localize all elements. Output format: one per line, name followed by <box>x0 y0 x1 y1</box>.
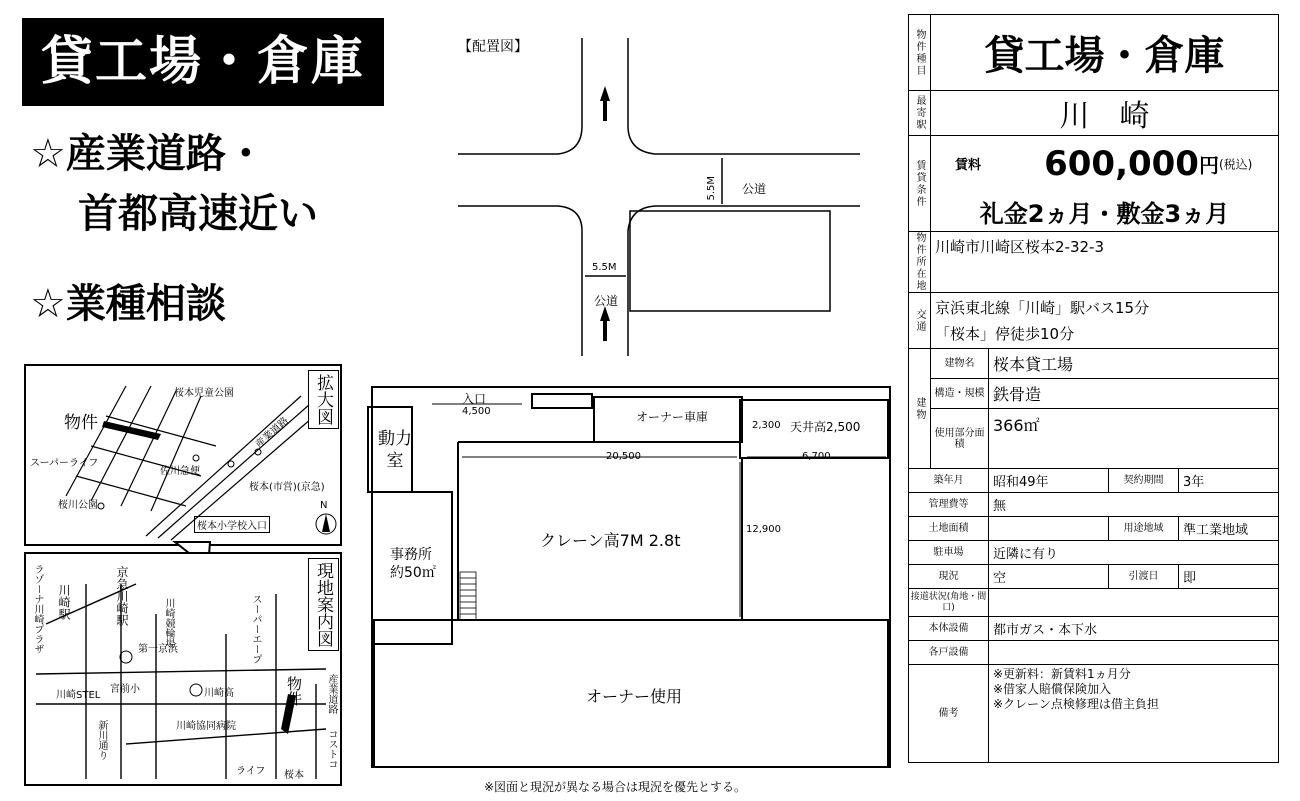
map-kawasaki-sta: 川崎駅 <box>57 584 71 620</box>
enlarged-map <box>24 364 342 546</box>
mgmt-label: 管理費等 <box>909 493 989 517</box>
row-parking <box>909 541 1279 565</box>
feature-line-2: 首都高速近い <box>78 191 318 237</box>
row-type <box>909 15 1279 91</box>
area-map <box>24 552 342 786</box>
struct-value: 鉄骨造 <box>989 379 1279 409</box>
map-shin: 新川通り <box>96 720 107 760</box>
entrance-label: 入口 <box>462 392 487 406</box>
deposit-value: 礼金2ヵ月・敷金3ヵ月 <box>931 192 1279 232</box>
office-area: 約50㎡ <box>390 565 436 581</box>
handover-value: 即 <box>1179 565 1279 589</box>
facility-label: 本体設備 <box>909 617 989 641</box>
type-label: 物件種目 <box>909 15 931 91</box>
row-conn <box>909 589 1279 617</box>
row-remarks <box>909 665 1279 763</box>
handover-label: 引渡日 <box>1109 565 1179 589</box>
feature-line-3: ☆業種相談 <box>30 281 226 327</box>
road-diagram <box>450 36 870 361</box>
map-park2: 桜川公園 <box>58 500 98 511</box>
bldg-name-label: 建物名 <box>931 349 989 379</box>
map-dai1: 第一京浜 <box>138 644 178 655</box>
map-super: スーパーエープ <box>250 594 261 664</box>
rent-unit: 円 <box>1198 153 1219 178</box>
struct-label: 構造・規模 <box>931 379 989 409</box>
rent-value: 600,000 <box>1044 143 1199 184</box>
ceiling-height: 天井高2,500 <box>790 420 861 434</box>
owner-garage: オーナー車庫 <box>636 410 709 424</box>
built-value: 昭和49年 <box>989 469 1109 493</box>
remark-1: ※更新料：新賃料1ヵ月分 <box>993 667 1131 681</box>
plan-note: ※図面と現況が異なる場合は現況を優先とする。 <box>484 780 747 794</box>
map-property-label: 物件 <box>64 413 98 433</box>
map-road-label: 産業道路 <box>253 415 291 451</box>
area-label: 使用部分面積 <box>931 409 989 469</box>
area-value: 366㎡ <box>989 409 1279 469</box>
property-info-table <box>908 14 1279 763</box>
parking-value: 近隣に有り <box>989 541 1279 565</box>
row-built <box>909 469 1279 493</box>
rent-label: 賃料 <box>955 158 982 174</box>
map-super: スーパーライフ <box>30 458 99 469</box>
map-sakuramoto: 桜本(市営)(京急) <box>249 482 325 493</box>
row-rent <box>909 136 1279 192</box>
address-value: 川崎市川崎区桜本2-32-3 <box>931 232 1279 293</box>
map-sangyo: 産業道路 <box>326 674 337 714</box>
row-access <box>909 293 1279 349</box>
area-map-roads <box>26 554 340 784</box>
zone-value: 準工業地域 <box>1179 517 1279 541</box>
contract-value: 3年 <box>1179 469 1279 493</box>
area-map-label: 現地案内図 <box>308 558 339 651</box>
dim-20500: 20,500 <box>606 451 641 462</box>
status-label: 現況 <box>909 565 989 589</box>
enlarged-map-label: 拡大図 <box>308 370 339 429</box>
map-miyamae: 宮前小 <box>110 684 140 695</box>
conn-label: 接道状況(角地・間口) <box>909 589 989 617</box>
remark-3: ※クレーン点検修理は借主負担 <box>993 697 1159 711</box>
row-facility <box>909 617 1279 641</box>
map-property-label: 物件 <box>285 676 303 706</box>
power-room: 動力室 <box>378 429 412 471</box>
row-bldg-name <box>909 349 1279 379</box>
map-kawako: 川崎高 <box>204 688 234 699</box>
map-kawasaki-st: 川崎STEL <box>56 690 101 701</box>
row-struct <box>909 379 1279 409</box>
public-road-1: 公道 <box>742 182 767 196</box>
bldg-label: 建物 <box>909 349 931 469</box>
row-area <box>909 409 1279 469</box>
north-icon: N <box>320 500 328 511</box>
zone-label: 用途地域 <box>1109 517 1179 541</box>
map-keikyu: 京急川崎駅 <box>115 566 129 626</box>
office-label: 事務所 <box>390 547 432 563</box>
remark-2: ※借家人賠償保険加入 <box>993 682 1112 696</box>
access-line-1: 京浜東北線「川崎」駅バス15分 <box>935 298 1150 317</box>
conn-value <box>989 589 1279 617</box>
headline: 貸工場・倉庫 <box>22 18 384 106</box>
dim-2300: 2,300 <box>752 420 781 431</box>
each-value <box>989 641 1279 665</box>
public-road-2: 公道 <box>594 294 619 308</box>
row-deposit <box>909 192 1279 232</box>
terms-label: 賃貸条件 <box>909 136 931 232</box>
access-label: 交通 <box>909 293 931 349</box>
row-status <box>909 565 1279 589</box>
address-label: 物件所在地 <box>909 232 931 293</box>
rent-tax: (税込) <box>1218 157 1253 172</box>
remarks-label: 備考 <box>909 665 989 763</box>
entrance-width: 4,500 <box>462 406 491 417</box>
row-each <box>909 641 1279 665</box>
station-label: 最寄駅 <box>909 91 931 136</box>
map-costco: コストコ <box>326 729 337 769</box>
row-station <box>909 91 1279 136</box>
layout-title: 【配置図】 <box>458 39 528 55</box>
status-value: 空 <box>989 565 1109 589</box>
road-width-1: 5.5M <box>706 176 717 201</box>
row-land <box>909 517 1279 541</box>
type-value: 貸工場・倉庫 <box>931 15 1279 91</box>
map-life: ライフ <box>236 766 266 777</box>
road-width-2: 5.5M <box>592 262 617 273</box>
map-hospital: 川崎協同病院 <box>176 721 236 732</box>
map-sakuramoto: 桜本 <box>284 770 304 781</box>
row-mgmt <box>909 493 1279 517</box>
row-address <box>909 232 1279 293</box>
contract-label: 契約期間 <box>1109 469 1179 493</box>
land-value <box>989 517 1109 541</box>
mgmt-value: 無 <box>989 493 1279 517</box>
dim-12900: 12,900 <box>746 524 781 535</box>
map-post: 佐川急便 <box>160 466 200 477</box>
each-label: 各戸設備 <box>909 641 989 665</box>
floor-plan <box>362 382 898 774</box>
built-label: 築年月 <box>909 469 989 493</box>
land-label: 土地面積 <box>909 517 989 541</box>
feature-line-1: ☆産業道路・ <box>30 131 266 177</box>
map-park1: 桜本児童公園 <box>174 388 234 399</box>
map-school: 桜本小学校入口 <box>194 516 270 533</box>
map-plaza: ラゾーナ川崎プラザ <box>32 564 43 654</box>
crane-label: クレーン高7M 2.8t <box>540 531 681 550</box>
dim-6700: 6,700 <box>802 451 831 462</box>
owner-use: オーナー使用 <box>586 687 683 706</box>
bldg-name-value: 桜本貸工場 <box>989 349 1279 379</box>
parking-label: 駐車場 <box>909 541 989 565</box>
access-line-2: 「桜本」停徒歩10分 <box>935 324 1075 343</box>
facility-value: 都市ガス・本下水 <box>989 617 1279 641</box>
map-keirin: 川崎競輪場 <box>163 598 174 648</box>
station-value: 川 崎 <box>931 91 1279 136</box>
